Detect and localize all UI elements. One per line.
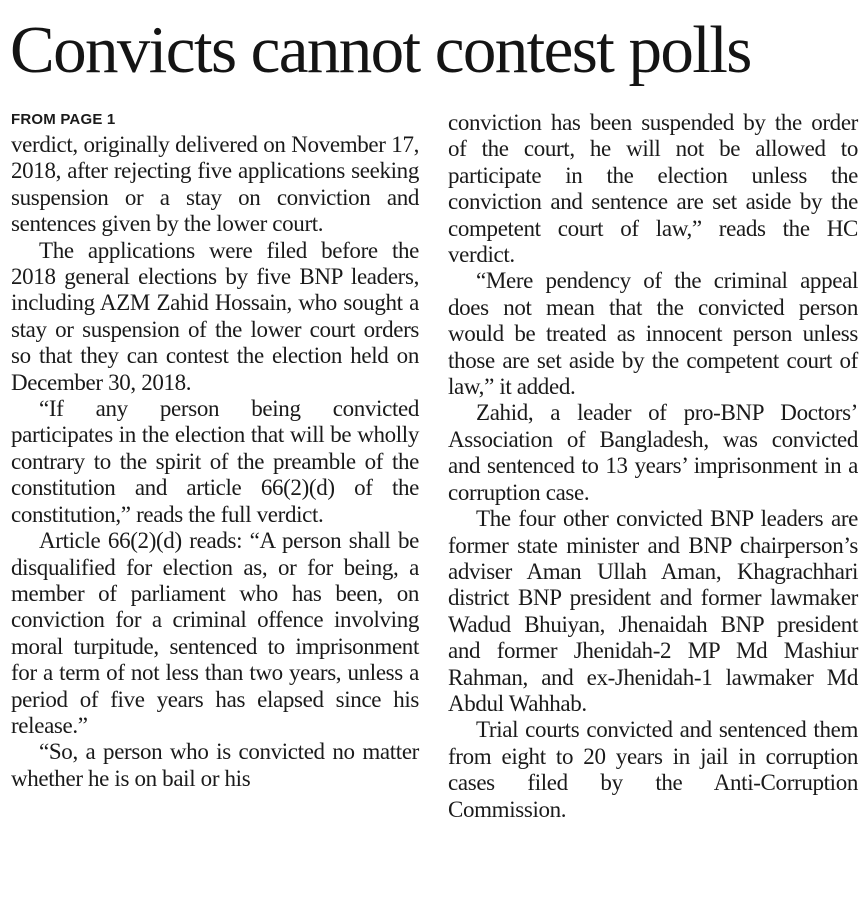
paragraph: “Mere pendency of the criminal appeal does not mean that the convicted person would be treated as innocent person unless those are set aside by the competent court of law,” it added. [448, 268, 858, 400]
headline: Convicts cannot contest polls [10, 13, 751, 87]
continuation-kicker: FROM PAGE 1 [11, 111, 116, 128]
paragraph: The applications were filed before the 2018 general elections by five BNP leaders, including AZM Zahid Hossain, who sought a stay or suspension of the lower court orders so that they can contest the election held on December 30, 2018. [11, 237, 419, 395]
paragraph: Trial courts convicted and sentenced them from eight to 20 years in jail in corruption cases filed by the Anti-Corruption Commission. [448, 717, 858, 822]
paragraph: Article 66(2)(d) reads: “A person shall be disqualified for election as, or for being, a member of parliament who has been, on conviction for a criminal offence involving moral turpitude, sentenced to imprisonment for a term of not less than two years, unless a period of five years has elapsed since his release.” [11, 528, 419, 738]
article-column-left [11, 110, 419, 792]
paragraph: verdict, originally delivered on November 17, 2018, after rejecting five applications seeking suspension or a stay on conviction and sentences given by the lower court. [11, 132, 419, 237]
article-column-right [448, 110, 858, 823]
paragraph: “If any person being convicted participates in the election that will be wholly contrary to the spirit of the preamble of the constitution and article 66(2)(d) of the constitution,” reads the full verdict. [11, 396, 419, 527]
paragraph: The four other convicted BNP leaders are former state minister and BNP chairperson’s adviser Aman Ullah Aman, Khagrachhari district BNP president and former lawmaker Wadud Bhuiyan, Jhenaidah BNP president and former Jhenidah-2 MP Md Mashiur Rahman, and ex-Jhenidah-1 lawmaker Md Abdul Wahhab. [448, 506, 858, 716]
paragraph: conviction has been suspended by the order of the court, he will not be allowed to participate in the election unless the conviction and sentence are set aside by the competent court of law,” reads the HC verdict. [448, 110, 858, 268]
paragraph: Zahid, a leader of pro-BNP Doctors’ Association of Bangladesh, was convicted and sentenced to 13 years’ imprisonment in a corruption case. [448, 400, 858, 505]
paragraph: “So, a person who is convicted no matter whether he is on bail or his [11, 739, 419, 791]
